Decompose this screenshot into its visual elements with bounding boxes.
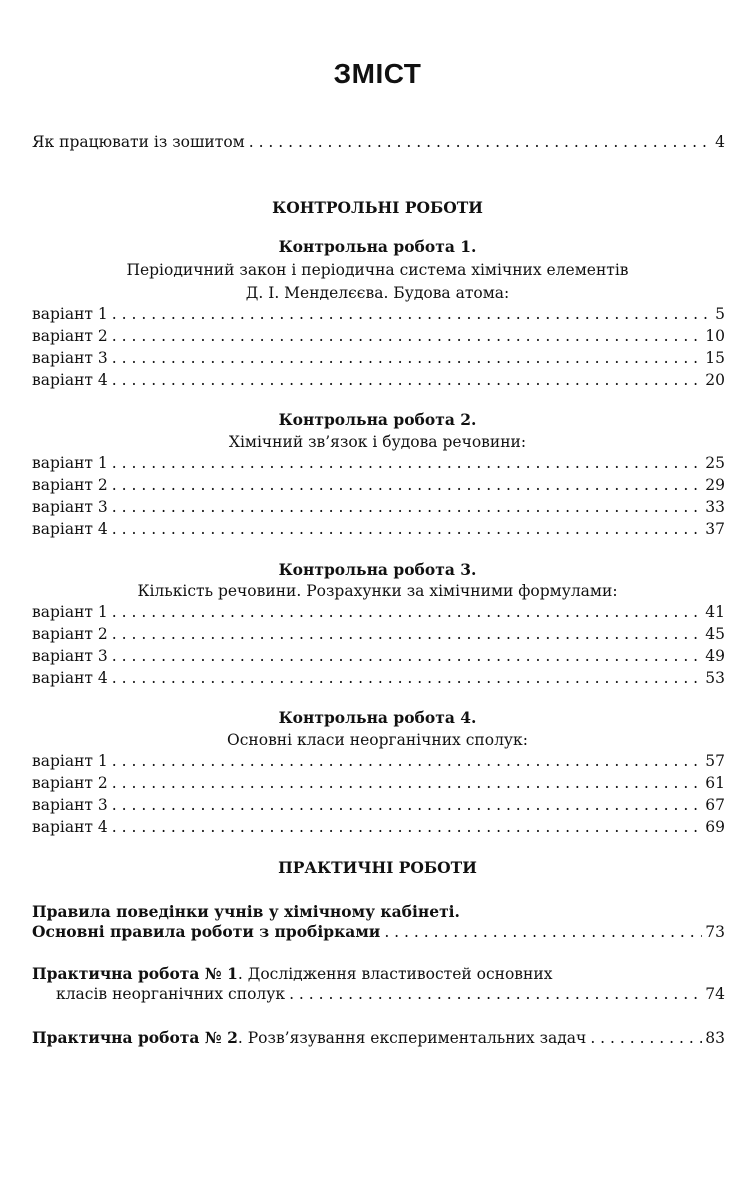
practical-1-topic: . Дослідження властивостей основних bbox=[237, 965, 553, 983]
toc-entry-cw1-v4[interactable] bbox=[32, 369, 725, 391]
dot-leader bbox=[112, 601, 702, 623]
toc-page-number: 57 bbox=[705, 752, 725, 770]
dot-leader bbox=[289, 983, 702, 1005]
toc-entry-label bbox=[32, 1027, 590, 1049]
toc-entry-label: варіант 4 bbox=[32, 818, 108, 836]
toc-entry-label: варіант 1 bbox=[32, 752, 108, 770]
toc-entry-label: варіант 2 bbox=[32, 625, 108, 643]
dot-leader bbox=[112, 452, 702, 474]
practical-1-line1 bbox=[32, 964, 552, 983]
toc-page-number: 61 bbox=[705, 774, 725, 792]
toc-entry-cw4-v1[interactable] bbox=[32, 750, 725, 772]
toc-page-number: 5 bbox=[715, 305, 725, 323]
section-heading-practical: ПРАКТИЧНІ РОБОТИ bbox=[278, 858, 477, 877]
toc-page-number: 49 bbox=[705, 647, 725, 665]
dot-leader bbox=[112, 794, 702, 816]
toc-page-number: 37 bbox=[705, 520, 725, 538]
toc-entry-label: варіант 1 bbox=[32, 603, 108, 621]
toc-entry-cw2-v1[interactable] bbox=[32, 452, 725, 474]
page-title: ЗМІСТ bbox=[333, 58, 422, 89]
toc-entry-practical-2[interactable] bbox=[32, 1027, 725, 1049]
dot-leader bbox=[249, 131, 712, 153]
control-work-1-topic-line2: Д. І. Менделєєва. Будова атома: bbox=[245, 284, 510, 302]
toc-entry-label: варіант 3 bbox=[32, 498, 108, 516]
toc-page-number: 10 bbox=[705, 327, 725, 345]
toc-page-number: 41 bbox=[705, 603, 725, 621]
dot-leader bbox=[112, 645, 702, 667]
dot-leader bbox=[112, 667, 702, 689]
toc-entry-label: варіант 1 bbox=[32, 305, 108, 323]
dot-leader bbox=[112, 623, 702, 645]
practical-2-title: Практична робота № 2 bbox=[32, 1028, 238, 1047]
toc-entry-label: варіант 2 bbox=[32, 327, 108, 345]
toc-entry-label: варіант 4 bbox=[32, 371, 108, 389]
dot-leader bbox=[112, 518, 702, 540]
toc-page-number: 15 bbox=[705, 349, 725, 367]
toc-page-number: 53 bbox=[705, 669, 725, 687]
toc-entry-cw1-v3[interactable] bbox=[32, 347, 725, 369]
dot-leader bbox=[590, 1027, 702, 1049]
toc-page-number: 69 bbox=[705, 818, 725, 836]
toc-page-number: 73 bbox=[705, 923, 725, 941]
dot-leader bbox=[112, 496, 702, 518]
dot-leader bbox=[112, 474, 702, 496]
control-work-3-title: Контрольна робота 3. bbox=[278, 560, 477, 579]
toc-page-number: 45 bbox=[705, 625, 725, 643]
toc-entry-label: Як працювати із зошитом bbox=[32, 133, 245, 151]
toc-page-number: 20 bbox=[705, 371, 725, 389]
toc-entry-intro[interactable] bbox=[32, 131, 725, 153]
toc-entry-cw4-v3[interactable] bbox=[32, 794, 725, 816]
control-work-3-topic: Кількість речовини. Розрахунки за хімічними формулами: bbox=[137, 582, 618, 600]
control-work-4-title: Контрольна робота 4. bbox=[278, 708, 477, 727]
dot-leader bbox=[112, 325, 702, 347]
toc-page-number: 83 bbox=[705, 1029, 725, 1047]
toc-page-number: 25 bbox=[705, 454, 725, 472]
toc-entry-label: класів неорганічних сполук bbox=[56, 985, 286, 1003]
toc-page-number: 4 bbox=[715, 133, 725, 151]
section-heading-control: КОНТРОЛЬНІ РОБОТИ bbox=[272, 198, 483, 217]
toc-page-number: 33 bbox=[705, 498, 725, 516]
dot-leader bbox=[112, 303, 712, 325]
dot-leader bbox=[384, 921, 702, 943]
toc-entry-label: варіант 3 bbox=[32, 647, 108, 665]
toc-entry-label: варіант 4 bbox=[32, 669, 108, 687]
toc-entry-cw4-v2[interactable] bbox=[32, 772, 725, 794]
toc-entry-label: варіант 3 bbox=[32, 349, 108, 367]
toc-entry-cw1-v2[interactable] bbox=[32, 325, 725, 347]
toc-entry-label: варіант 4 bbox=[32, 520, 108, 538]
dot-leader bbox=[112, 369, 702, 391]
toc-entry-label: Основні правила роботи з пробірками bbox=[32, 922, 381, 941]
toc-entry-label: варіант 1 bbox=[32, 454, 108, 472]
control-work-2-title: Контрольна робота 2. bbox=[278, 410, 477, 429]
dot-leader bbox=[112, 347, 702, 369]
toc-page-number: 74 bbox=[705, 985, 725, 1003]
toc-entry-cw4-v4[interactable] bbox=[32, 816, 725, 838]
practical-2-topic: . Розв’язування експериментальних задач bbox=[237, 1029, 587, 1047]
control-work-1-title: Контрольна робота 1. bbox=[278, 237, 477, 256]
practical-1-title: Практична робота № 1 bbox=[32, 964, 238, 983]
toc-entry-label: варіант 3 bbox=[32, 796, 108, 814]
toc-entry-practical-rules[interactable] bbox=[32, 921, 725, 943]
toc-entry-label: варіант 2 bbox=[32, 774, 108, 792]
dot-leader bbox=[112, 816, 702, 838]
dot-leader bbox=[112, 750, 702, 772]
toc-entry-cw3-v3[interactable] bbox=[32, 645, 725, 667]
toc-entry-practical-1[interactable] bbox=[32, 983, 725, 1005]
toc-page-number: 29 bbox=[705, 476, 725, 494]
toc-entry-cw3-v4[interactable] bbox=[32, 667, 725, 689]
toc-entry-cw3-v1[interactable] bbox=[32, 601, 725, 623]
dot-leader bbox=[112, 772, 702, 794]
toc-entry-cw2-v2[interactable] bbox=[32, 474, 725, 496]
control-work-2-topic: Хімічний зв’язок і будова речовини: bbox=[228, 433, 527, 451]
control-work-1-topic-line1: Періодичний закон і періодична система хімічних елементів bbox=[126, 261, 629, 279]
toc-page-number: 67 bbox=[705, 796, 725, 814]
toc-entry-cw2-v4[interactable] bbox=[32, 518, 725, 540]
control-work-4-topic: Основні класи неорганічних сполук: bbox=[227, 731, 528, 749]
toc-entry-cw3-v2[interactable] bbox=[32, 623, 725, 645]
toc-entry-label: варіант 2 bbox=[32, 476, 108, 494]
practical-rules-line1: Правила поведінки учнів у хімічному кабінеті. bbox=[32, 902, 460, 921]
toc-entry-cw1-v1[interactable] bbox=[32, 303, 725, 325]
toc-entry-cw2-v3[interactable] bbox=[32, 496, 725, 518]
